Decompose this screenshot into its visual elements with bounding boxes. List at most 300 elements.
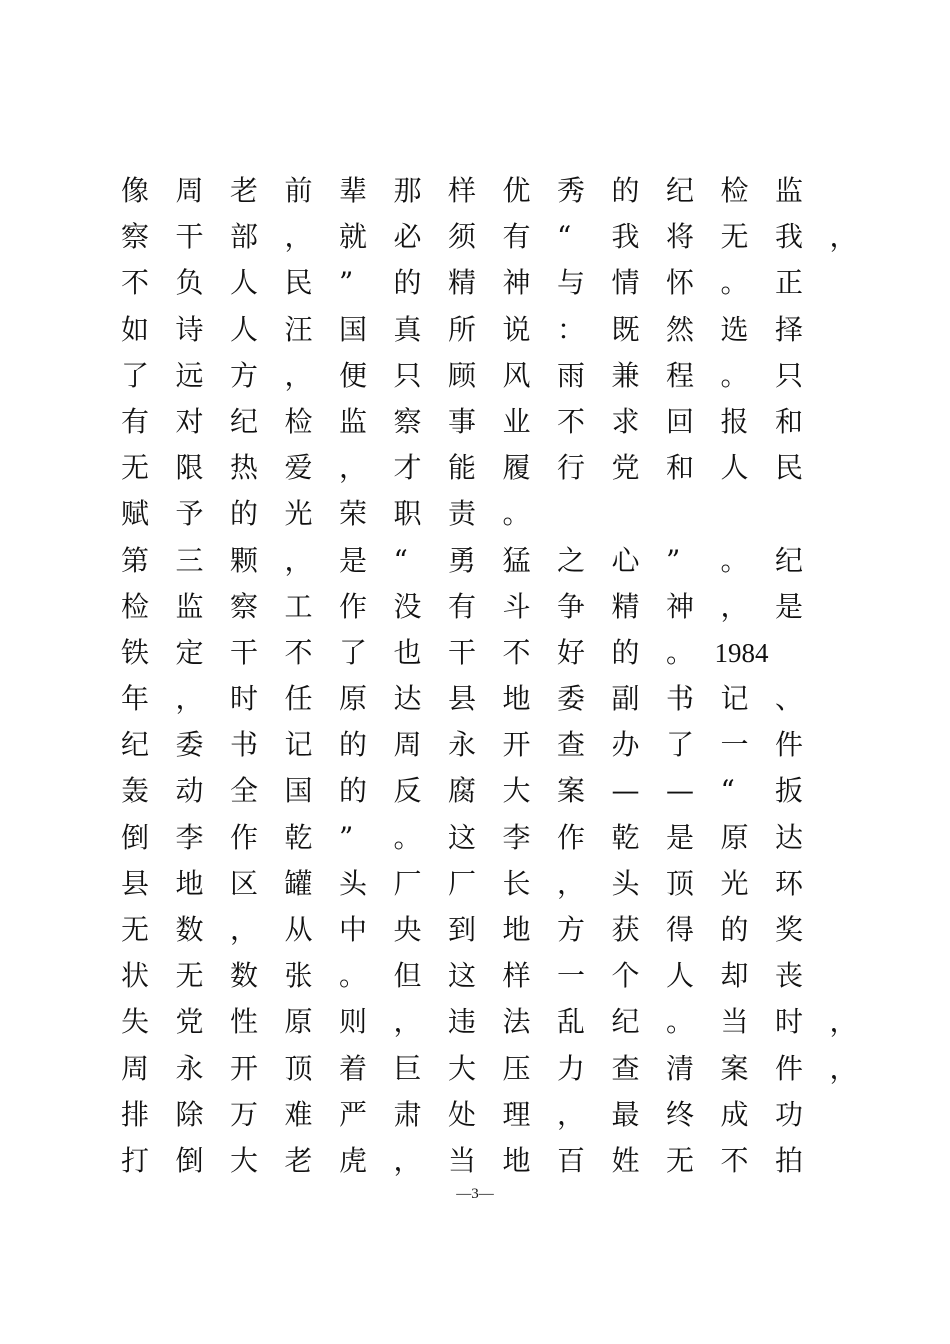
text-char: 则 <box>339 1005 368 1039</box>
text-char: “ <box>720 774 735 808</box>
text-line <box>121 861 811 907</box>
text-char: 之 <box>557 543 586 577</box>
text-char: 方 <box>230 358 259 392</box>
text-char: 和 <box>775 404 804 438</box>
text-line <box>121 630 811 676</box>
text-char: 作 <box>557 820 586 854</box>
text-char: 顶 <box>666 866 695 900</box>
text-char: 负 <box>175 266 204 300</box>
text-char: 数 <box>175 913 204 946</box>
text-char: 予 <box>175 497 204 531</box>
text-char: 压 <box>502 1051 531 1085</box>
text-char: 时 <box>775 1005 804 1039</box>
text-char: 人 <box>230 266 259 300</box>
text-char: 开 <box>230 1051 259 1085</box>
text-char: 人 <box>666 959 695 993</box>
text-char: 环 <box>775 866 804 900</box>
text-char: 便 <box>339 358 368 392</box>
text-char: 数 <box>230 959 259 993</box>
text-char: 头 <box>339 866 368 900</box>
text-char: 区 <box>230 866 259 900</box>
text-char: ， <box>393 1005 422 1039</box>
body-text <box>121 168 858 1184</box>
text-char: 大 <box>502 774 531 808</box>
text-char: 。 <box>393 820 422 854</box>
text-char: 职 <box>393 497 422 531</box>
text-char: 。 <box>666 635 695 669</box>
text-char: 失 <box>121 1005 150 1039</box>
text-char: ， <box>284 220 313 254</box>
text-char: 正 <box>775 266 804 300</box>
text-char: 无 <box>121 451 150 485</box>
text-char: 难 <box>284 1097 313 1131</box>
text-char: 任 <box>284 682 313 716</box>
text-char: ， <box>829 1005 858 1039</box>
text-char: 如 <box>121 312 150 346</box>
text-char: 一 <box>557 959 586 993</box>
text-char: 察 <box>393 404 422 438</box>
text-char: 中 <box>339 913 368 946</box>
text-char: 排 <box>121 1097 150 1131</box>
text-char: 记 <box>720 682 749 716</box>
text-char: 责 <box>448 497 477 531</box>
text-char: 有 <box>448 589 477 623</box>
text-line <box>121 953 811 999</box>
text-char: 样 <box>448 174 477 207</box>
text-char: 严 <box>339 1097 368 1131</box>
text-char: 荣 <box>339 497 368 531</box>
text-char: 无 <box>175 959 204 993</box>
text-char: ， <box>557 1097 586 1131</box>
text-char: 周 <box>175 174 204 207</box>
text-char: 这 <box>448 959 477 993</box>
text-char: 斗 <box>502 589 531 623</box>
text-char: 书 <box>666 682 695 716</box>
text-char: 雨 <box>557 358 586 392</box>
text-line <box>121 214 858 260</box>
text-char: 办 <box>611 728 640 762</box>
text-char: 大 <box>230 1143 259 1177</box>
text-char: — <box>666 774 694 808</box>
text-char: 人 <box>720 451 749 485</box>
text-line <box>121 768 811 814</box>
text-char: 了 <box>666 728 695 762</box>
text-char: 厂 <box>393 866 422 900</box>
text-char: 的 <box>339 728 368 762</box>
text-char: 限 <box>175 451 204 485</box>
text-char: 纪 <box>121 728 150 762</box>
text-line <box>121 260 811 306</box>
text-char: 1984 <box>714 637 769 668</box>
text-char: 但 <box>393 959 422 993</box>
text-char: 将 <box>666 220 695 254</box>
text-char: 当 <box>720 1005 749 1039</box>
text-char: ： <box>557 312 586 346</box>
text-char: ， <box>829 220 858 254</box>
text-line <box>121 584 811 630</box>
text-char: 的 <box>230 497 259 531</box>
text-char: ， <box>720 589 749 623</box>
text-line <box>121 399 811 445</box>
text-char: 不 <box>502 635 531 669</box>
text-char: 、 <box>775 682 804 716</box>
text-char: 。 <box>720 543 749 577</box>
text-char: 着 <box>339 1051 368 1085</box>
text-char: 厂 <box>448 866 477 900</box>
text-char: 顶 <box>284 1051 313 1085</box>
text-char: 然 <box>666 312 695 346</box>
text-char: 不 <box>557 404 586 438</box>
text-char: 对 <box>175 404 204 438</box>
text-char: 有 <box>502 220 531 254</box>
text-char: 必 <box>393 220 422 254</box>
text-char: 回 <box>666 404 695 438</box>
text-char: 赋 <box>121 497 150 531</box>
text-char: 纪 <box>611 1005 640 1039</box>
text-char: 检 <box>720 174 749 207</box>
text-line <box>121 353 811 399</box>
text-char: 像 <box>121 174 150 207</box>
text-char: 副 <box>611 682 640 716</box>
text-char: 最 <box>611 1097 640 1131</box>
text-char: 所 <box>448 312 477 346</box>
text-char: 是 <box>775 589 804 623</box>
text-char: 争 <box>557 589 586 623</box>
text-char: 既 <box>611 312 640 346</box>
text-char: 不 <box>121 266 150 300</box>
text-char: 。 <box>339 959 368 993</box>
text-char: 打 <box>121 1143 150 1177</box>
text-char: 扳 <box>775 774 804 808</box>
text-char: ， <box>284 543 313 577</box>
text-char: 择 <box>775 312 804 346</box>
text-char: 监 <box>339 404 368 438</box>
text-char: 全 <box>230 774 259 808</box>
text-char: 无 <box>720 220 749 254</box>
text-char: 我 <box>775 220 804 254</box>
text-char: 力 <box>557 1051 586 1085</box>
text-char: 原 <box>720 820 749 854</box>
text-char: 达 <box>393 682 422 716</box>
text-char: 时 <box>230 682 259 716</box>
text-char: 地 <box>502 682 531 716</box>
text-char: 的 <box>611 174 640 207</box>
text-char: 察 <box>121 220 150 254</box>
text-line <box>121 999 858 1045</box>
text-char: 县 <box>448 682 477 716</box>
text-line <box>121 676 811 722</box>
text-char: 民 <box>775 451 804 485</box>
text-char: 精 <box>448 266 477 300</box>
text-char: 国 <box>284 774 313 808</box>
text-char: 光 <box>720 866 749 900</box>
text-char: ” <box>339 820 354 854</box>
text-char: 终 <box>666 1097 695 1131</box>
text-char: 须 <box>448 220 477 254</box>
text-char: 记 <box>284 728 313 762</box>
text-char: 不 <box>284 635 313 669</box>
text-char: 得 <box>666 913 695 946</box>
text-char: 部 <box>230 220 259 254</box>
text-char: 腐 <box>448 774 477 808</box>
text-char: 这 <box>448 820 477 854</box>
text-char: 心 <box>611 543 640 577</box>
text-char: 案 <box>720 1051 749 1085</box>
text-char: 作 <box>339 589 368 623</box>
text-line <box>121 1138 811 1184</box>
text-char: 国 <box>339 312 368 346</box>
text-char: 怀 <box>666 266 695 300</box>
text-char: 却 <box>720 959 749 993</box>
text-char: 央 <box>393 913 422 946</box>
text-char: 汪 <box>284 312 313 346</box>
text-char: 人 <box>230 312 259 346</box>
text-char: 当 <box>448 1143 477 1177</box>
text-char: 。 <box>502 497 531 531</box>
text-char: ， <box>230 913 259 946</box>
text-char: 纪 <box>230 404 259 438</box>
text-char: 处 <box>448 1097 477 1131</box>
text-char: 头 <box>611 866 640 900</box>
text-char: 检 <box>121 589 150 623</box>
text-char: 是 <box>666 820 695 854</box>
text-char: 肃 <box>393 1097 422 1131</box>
text-char: ， <box>393 1143 422 1177</box>
text-char: 只 <box>775 358 804 392</box>
text-char: 求 <box>611 404 640 438</box>
text-char: 大 <box>448 1051 477 1085</box>
text-char: 老 <box>284 1143 313 1177</box>
text-char: 开 <box>502 728 531 762</box>
text-char: 光 <box>284 497 313 531</box>
text-char: 老 <box>230 174 259 207</box>
text-char: 长 <box>502 866 531 900</box>
text-char: 张 <box>284 959 313 993</box>
text-char: 永 <box>175 1051 204 1085</box>
text-char: 不 <box>720 1143 749 1177</box>
text-char: 了 <box>121 358 150 392</box>
text-char: 乱 <box>557 1005 586 1039</box>
text-char: 件 <box>775 728 804 762</box>
text-char: 三 <box>175 543 204 577</box>
text-char: 真 <box>393 312 422 346</box>
text-line <box>121 491 811 537</box>
text-char: 原 <box>284 1005 313 1039</box>
text-char: 猛 <box>502 543 531 577</box>
text-char: 奖 <box>775 913 804 946</box>
text-char: ， <box>829 1051 858 1085</box>
text-char: 无 <box>121 913 150 946</box>
text-char: 虎 <box>339 1143 368 1177</box>
text-char: 行 <box>557 451 586 485</box>
text-char: 党 <box>611 451 640 485</box>
text-char: 的 <box>720 913 749 946</box>
text-char: 姓 <box>611 1143 640 1177</box>
text-char: 勇 <box>448 543 477 577</box>
text-char: 的 <box>611 635 640 669</box>
text-char: 铁 <box>121 635 150 669</box>
text-char: 永 <box>448 728 477 762</box>
text-line <box>121 1092 811 1138</box>
text-char: — <box>611 774 640 808</box>
text-char: 报 <box>720 404 749 438</box>
text-char: 有 <box>121 404 150 438</box>
text-char: 丧 <box>775 959 804 993</box>
text-char: 一 <box>720 728 749 762</box>
text-line <box>121 445 811 491</box>
text-char: 到 <box>448 913 477 946</box>
text-char: 地 <box>175 866 204 900</box>
text-char: 法 <box>502 1005 531 1039</box>
text-char: 获 <box>611 913 640 946</box>
text-char: 的 <box>393 266 422 300</box>
text-char: 地 <box>502 1143 531 1177</box>
text-char: ” <box>339 266 354 300</box>
text-char: 罐 <box>284 866 313 900</box>
text-line <box>121 168 811 214</box>
text-char: 方 <box>557 913 586 946</box>
text-char: 县 <box>121 866 150 900</box>
text-char: 与 <box>557 266 586 300</box>
text-char: 理 <box>502 1097 531 1131</box>
text-char: 成 <box>720 1097 749 1131</box>
text-char: 定 <box>175 635 204 669</box>
text-char: 案 <box>557 774 586 808</box>
text-char: 。 <box>720 358 749 392</box>
text-char: ， <box>339 451 368 485</box>
text-char: 风 <box>502 358 531 392</box>
text-line <box>121 815 811 861</box>
text-char: ， <box>284 358 313 392</box>
text-char: 察 <box>230 589 259 623</box>
text-line <box>121 1046 858 1092</box>
text-char: 拍 <box>775 1143 804 1177</box>
text-char: 委 <box>557 682 586 716</box>
text-char: 的 <box>339 774 368 808</box>
text-char: 性 <box>230 1005 259 1039</box>
text-char: 辈 <box>339 174 368 207</box>
text-char: 爱 <box>284 451 313 485</box>
text-char: “ <box>557 220 572 254</box>
text-char: 从 <box>284 913 313 946</box>
text-char: 无 <box>666 1143 695 1177</box>
text-char: 委 <box>175 728 204 762</box>
text-char: 李 <box>175 820 204 854</box>
text-char: 选 <box>720 312 749 346</box>
text-char: 也 <box>393 635 422 669</box>
text-char: 只 <box>393 358 422 392</box>
text-char: 能 <box>448 451 477 485</box>
text-char: 我 <box>611 220 640 254</box>
text-line <box>121 722 811 768</box>
text-char: ” <box>666 543 681 577</box>
text-char: 周 <box>121 1051 150 1085</box>
text-char: 倒 <box>121 820 150 854</box>
text-char: 倒 <box>175 1143 204 1177</box>
text-char: 动 <box>175 774 204 808</box>
text-char: 轰 <box>121 774 150 808</box>
text-char: 和 <box>666 451 695 485</box>
text-char: 是 <box>339 543 368 577</box>
text-char: 就 <box>339 220 368 254</box>
text-char: 。 <box>666 1005 695 1039</box>
text-char: 乾 <box>284 820 313 854</box>
text-char: 好 <box>557 635 586 669</box>
text-line <box>121 538 811 584</box>
text-char: 颗 <box>230 543 259 577</box>
text-char: 件 <box>775 1051 804 1085</box>
text-char: 才 <box>393 451 422 485</box>
text-char: ， <box>557 866 586 900</box>
text-char: 远 <box>175 358 204 392</box>
text-char: 兼 <box>611 358 640 392</box>
text-char: 程 <box>666 358 695 392</box>
text-char: 民 <box>284 266 313 300</box>
text-char: 反 <box>393 774 422 808</box>
text-char: 那 <box>393 174 422 207</box>
text-char: 纪 <box>666 174 695 207</box>
text-char: 热 <box>230 451 259 485</box>
text-line <box>121 907 811 953</box>
page-number: —3— <box>456 1186 494 1202</box>
text-char: 纪 <box>775 543 804 577</box>
text-char: 监 <box>175 589 204 623</box>
text-char: 达 <box>775 820 804 854</box>
text-char: 顾 <box>448 358 477 392</box>
text-char: 了 <box>339 635 368 669</box>
text-char: 干 <box>175 220 204 254</box>
text-char: 查 <box>557 728 586 762</box>
text-char: 违 <box>448 1005 477 1039</box>
text-char: 业 <box>502 404 531 438</box>
text-char: 书 <box>230 728 259 762</box>
text-line <box>121 307 811 353</box>
text-char: 查 <box>611 1051 640 1085</box>
text-char: 清 <box>666 1051 695 1085</box>
text-char: 。 <box>720 266 749 300</box>
text-char: 党 <box>175 1005 204 1039</box>
text-char: 没 <box>393 589 422 623</box>
text-char: 工 <box>284 589 313 623</box>
text-char: 事 <box>448 404 477 438</box>
text-char: 作 <box>230 820 259 854</box>
text-char: 监 <box>775 174 804 207</box>
text-char: 李 <box>502 820 531 854</box>
text-char: 个 <box>611 959 640 993</box>
text-char: 前 <box>284 174 313 207</box>
text-char: 情 <box>611 266 640 300</box>
text-char: 说 <box>502 312 531 346</box>
text-char: 周 <box>393 728 422 762</box>
text-char: 干 <box>448 635 477 669</box>
text-char: 样 <box>502 959 531 993</box>
text-char: 诗 <box>175 312 204 346</box>
text-char: 除 <box>175 1097 204 1131</box>
text-char: 精 <box>611 589 640 623</box>
text-char: 巨 <box>393 1051 422 1085</box>
text-char: “ <box>393 543 408 577</box>
text-char: 状 <box>121 959 150 993</box>
text-char: 干 <box>230 635 259 669</box>
text-char: 年 <box>121 682 150 716</box>
text-char: 检 <box>284 404 313 438</box>
text-char: 神 <box>502 266 531 300</box>
text-char: ， <box>175 682 204 716</box>
text-char: 功 <box>775 1097 804 1131</box>
text-char: 地 <box>502 913 531 946</box>
text-char: 神 <box>666 589 695 623</box>
text-char: 原 <box>339 682 368 716</box>
